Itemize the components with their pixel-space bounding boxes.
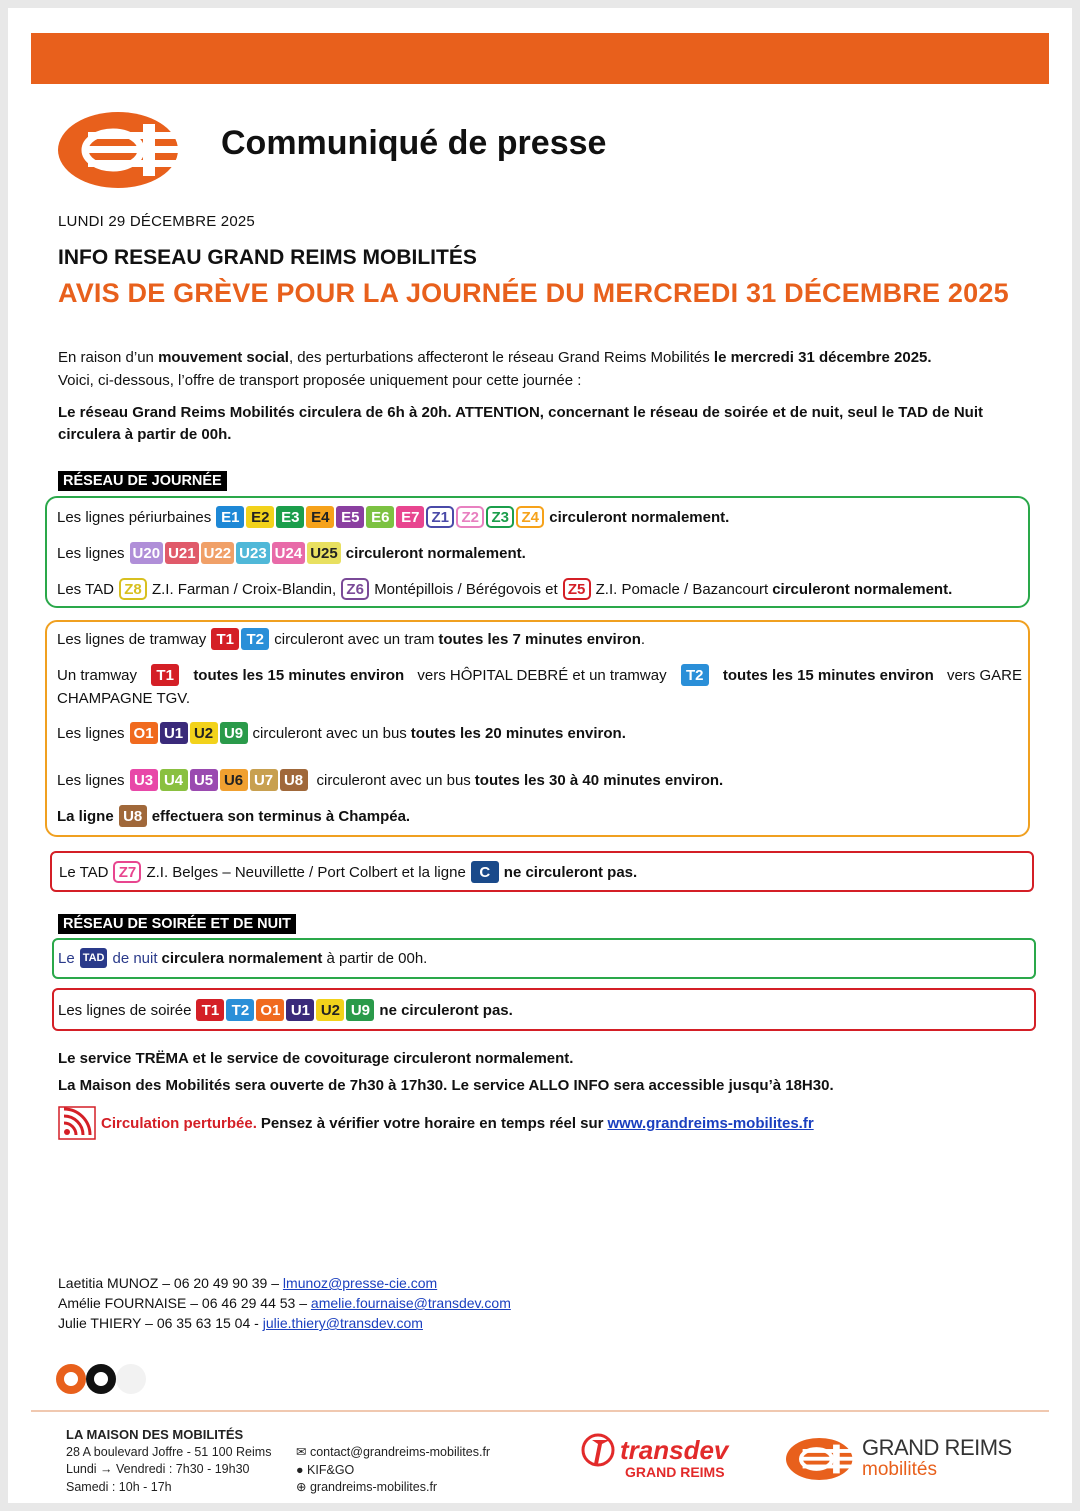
contact-row: Laetitia MUNOZ – 06 20 49 90 39 – lmunoz@presse-cie.com bbox=[58, 1275, 438, 1291]
app-store-icon: ● bbox=[296, 1462, 304, 1477]
line-badge-u9: U9 bbox=[220, 722, 248, 744]
line-badge-t1: T1 bbox=[151, 664, 179, 686]
grand-reims-mini-logo-icon bbox=[786, 1436, 858, 1482]
line-badge-u8: U8 bbox=[119, 805, 147, 827]
line-badge-o1: O1 bbox=[130, 722, 158, 744]
line-badge-z1: Z1 bbox=[426, 506, 454, 528]
intro-paragraph: En raison d’un mouvement social, des perturbations affecteront le réseau Grand Reims Mobilités le mercredi 31 décembre 2025. Voici, ci-dessous, l’offre de transport proposée uniquement pour cette journée : bbox=[58, 349, 932, 389]
line-badge-u7: U7 bbox=[250, 769, 278, 791]
footer-divider bbox=[31, 1410, 1049, 1412]
line-badge-u21: U21 bbox=[165, 542, 199, 564]
contact-channels-block bbox=[296, 1444, 490, 1497]
line-badge-u2: U2 bbox=[190, 722, 218, 744]
info-title: INFO RESEAU GRAND REIMS MOBILITÉS bbox=[58, 246, 477, 269]
globe-icon: ⊕ bbox=[296, 1480, 307, 1494]
urban-lines-row: Les lignes U20 U21 U22 U23 U24 U25 circuleront normalement. bbox=[57, 542, 526, 564]
periurban-lines-row: Les lignes périurbaines E1 E2 E3 E4 E5 E6 E7 Z1 Z2 Z3 Z4 circuleront normalement. bbox=[57, 506, 729, 528]
line-badge-u6: U6 bbox=[220, 769, 248, 791]
line-badge-t1: T1 bbox=[196, 999, 224, 1021]
section-night-label: RÉSEAU DE SOIRÉE ET DE NUIT bbox=[58, 914, 296, 934]
line-badge-e7: E7 bbox=[396, 506, 424, 528]
maison-address-block: LA MAISON DES MOBILITÉS 28 A boulevard Joffre - 51 100 Reims Lundi → Vendredi : 7h30 - 19h30 Samedi : 10h - 17h bbox=[66, 1427, 272, 1494]
trema-note: Le service TRËMA et le service de covoiturage circuleront normalement. bbox=[58, 1050, 574, 1067]
grand-reims-logo-icon bbox=[58, 110, 188, 195]
u8-terminus-row: La ligne U8 effectuera son terminus à Champéa. bbox=[57, 805, 410, 827]
line-badge-z7: Z7 bbox=[113, 861, 141, 883]
maison-note: La Maison des Mobilités sera ouverte de 7h30 à 17h30. Le service ALLO INFO sera accessible jusqu’à 18H30. bbox=[58, 1077, 834, 1094]
bus-20min-badges bbox=[129, 722, 249, 744]
line-badge-u1: U1 bbox=[286, 999, 314, 1021]
footer-app: KIF&GO bbox=[307, 1462, 355, 1477]
footer-email[interactable]: contact@grandreims-mobilites.fr bbox=[309, 1445, 491, 1459]
evening-line-badges bbox=[195, 999, 375, 1021]
header-accent-bar bbox=[31, 33, 1049, 84]
line-badge-u2: U2 bbox=[316, 999, 344, 1021]
line-badge-u25: U25 bbox=[307, 542, 341, 564]
line-badge-z3: Z3 bbox=[486, 506, 514, 528]
line-badge-e4: E4 bbox=[306, 506, 334, 528]
release-date: LUNDI 29 DÉCEMBRE 2025 bbox=[58, 213, 255, 230]
line-badge-u8: U8 bbox=[280, 769, 308, 791]
page-title: Communiqué de presse bbox=[221, 124, 607, 162]
strike-notice-title: AVIS DE GRÈVE POUR LA JOURNÉE DU MERCREDI 31 DÉCEMBRE 2025 bbox=[58, 278, 1009, 308]
press-contacts bbox=[58, 1273, 511, 1333]
website-link[interactable]: www.grandreims-mobilites.fr bbox=[607, 1114, 814, 1132]
contact-row: Julie THIERY – 06 35 63 15 04 - julie.thiery@transdev.com bbox=[58, 1315, 423, 1331]
bus-20min-row: Les lignes O1 U1 U2 U9 circuleront avec un bus toutes les 20 minutes environ. bbox=[57, 722, 626, 744]
decorative-circles-icon bbox=[56, 1364, 146, 1394]
line-badge-u5: U5 bbox=[190, 769, 218, 791]
night-no-service-box bbox=[52, 988, 1036, 1031]
night-normal-box bbox=[52, 938, 1036, 979]
bus-30-40min-row: Les lignes U3 U4 U5 U6 U7 U8 circuleront avec un bus toutes les 30 à 40 minutes environ. bbox=[57, 769, 723, 791]
line-badge-u9: U9 bbox=[346, 999, 374, 1021]
periurban-line-badges bbox=[215, 506, 545, 528]
line-badge-t2: T2 bbox=[226, 999, 254, 1021]
line-badge-u24: U24 bbox=[272, 542, 306, 564]
realtime-alert: Circulation perturbée. Pensez à vérifier votre horaire en temps réel sur www.grandreims-mobilites.fr bbox=[58, 1106, 814, 1140]
urban-line-badges bbox=[129, 542, 342, 564]
grand-reims-mobilites-logo: GRAND REIMS mobilités bbox=[786, 1436, 1012, 1482]
reduced-service-box bbox=[45, 620, 1030, 837]
no-service-row: Le TAD Z7 Z.I. Belges – Neuvillette / Port Colbert et la ligne C ne circuleront pas. bbox=[59, 861, 637, 883]
evening-lines-row: Les lignes de soirée T1 T2 O1 U1 U2 U9 ne circuleront pas. bbox=[58, 999, 513, 1021]
line-badge-c: C bbox=[471, 861, 499, 883]
transdev-swoosh-icon bbox=[580, 1432, 620, 1468]
line-badge-z6: Z6 bbox=[341, 578, 369, 600]
line-badge-e6: E6 bbox=[366, 506, 394, 528]
line-badge-u20: U20 bbox=[130, 542, 164, 564]
line-badge-u3: U3 bbox=[130, 769, 158, 791]
tram-destination-continued: CHAMPAGNE TGV. bbox=[57, 690, 191, 707]
night-tad-row: Le TAD de nuit circulera normalement à partir de 00h. bbox=[58, 949, 428, 967]
press-release-page bbox=[8, 8, 1072, 1503]
line-badge-o1: O1 bbox=[256, 999, 284, 1021]
bus-30-40min-badges bbox=[129, 769, 309, 791]
line-badge-z2: Z2 bbox=[456, 506, 484, 528]
contact-email-link[interactable]: amelie.fournaise@transdev.com bbox=[310, 1295, 511, 1311]
contact-email-link[interactable]: lmunoz@presse-cie.com bbox=[282, 1275, 438, 1291]
line-badge-t1: T1 bbox=[211, 628, 239, 650]
line-badge-z5: Z5 bbox=[563, 578, 591, 600]
tad-row: Les TAD Z8 Z.I. Farman / Croix-Blandin, Z6 Montépillois / Bérégovois et Z5 Z.I. Pomacle / Bazancourt circuleront normalement. bbox=[57, 578, 952, 600]
line-badge-t2: T2 bbox=[241, 628, 269, 650]
footer-site[interactable]: grandreims-mobilites.fr bbox=[309, 1480, 438, 1494]
line-badge-u23: U23 bbox=[236, 542, 270, 564]
line-badge-t2: T2 bbox=[681, 664, 709, 686]
line-badge-e3: E3 bbox=[276, 506, 304, 528]
line-badge-e5: E5 bbox=[336, 506, 364, 528]
line-badge-e2: E2 bbox=[246, 506, 274, 528]
tram-destinations-row: Un tramway T1 toutes les 15 minutes environ vers HÔPITAL DEBRÉ et un tramway T2 toutes les 15 minutes environ vers GARE bbox=[57, 664, 1022, 686]
line-badge-z4: Z4 bbox=[516, 506, 544, 528]
line-badge-z8: Z8 bbox=[119, 578, 147, 600]
tram-frequency-row: Les lignes de tramway T1 T2 circuleront avec un tram toutes les 7 minutes environ . bbox=[57, 628, 645, 650]
line-badge-e1: E1 bbox=[216, 506, 244, 528]
line-badge-u1: U1 bbox=[160, 722, 188, 744]
rss-alert-icon bbox=[58, 1106, 96, 1140]
transdev-logo: transdev GRAND REIMS bbox=[580, 1432, 728, 1480]
contact-email-link[interactable]: julie.thiery@transdev.com bbox=[262, 1315, 423, 1331]
no-service-box bbox=[50, 851, 1034, 892]
contact-row: Amélie FOURNAISE – 06 46 29 44 53 – amelie.fournaise@transdev.com bbox=[58, 1295, 511, 1311]
line-badge-u4: U4 bbox=[160, 769, 188, 791]
attention-paragraph: Le réseau Grand Reims Mobilités circulera de 6h à 20h. ATTENTION, concernant le réseau de soirée et de nuit, seul le TAD de Nuit circulera à partir de 00h. bbox=[58, 404, 983, 443]
line-badge-u22: U22 bbox=[201, 542, 235, 564]
line-badge-tad: TAD bbox=[80, 948, 108, 968]
normal-service-box bbox=[45, 496, 1030, 608]
section-day-label: RÉSEAU DE JOURNÉE bbox=[58, 471, 227, 491]
mail-icon: ✉ bbox=[296, 1445, 307, 1459]
